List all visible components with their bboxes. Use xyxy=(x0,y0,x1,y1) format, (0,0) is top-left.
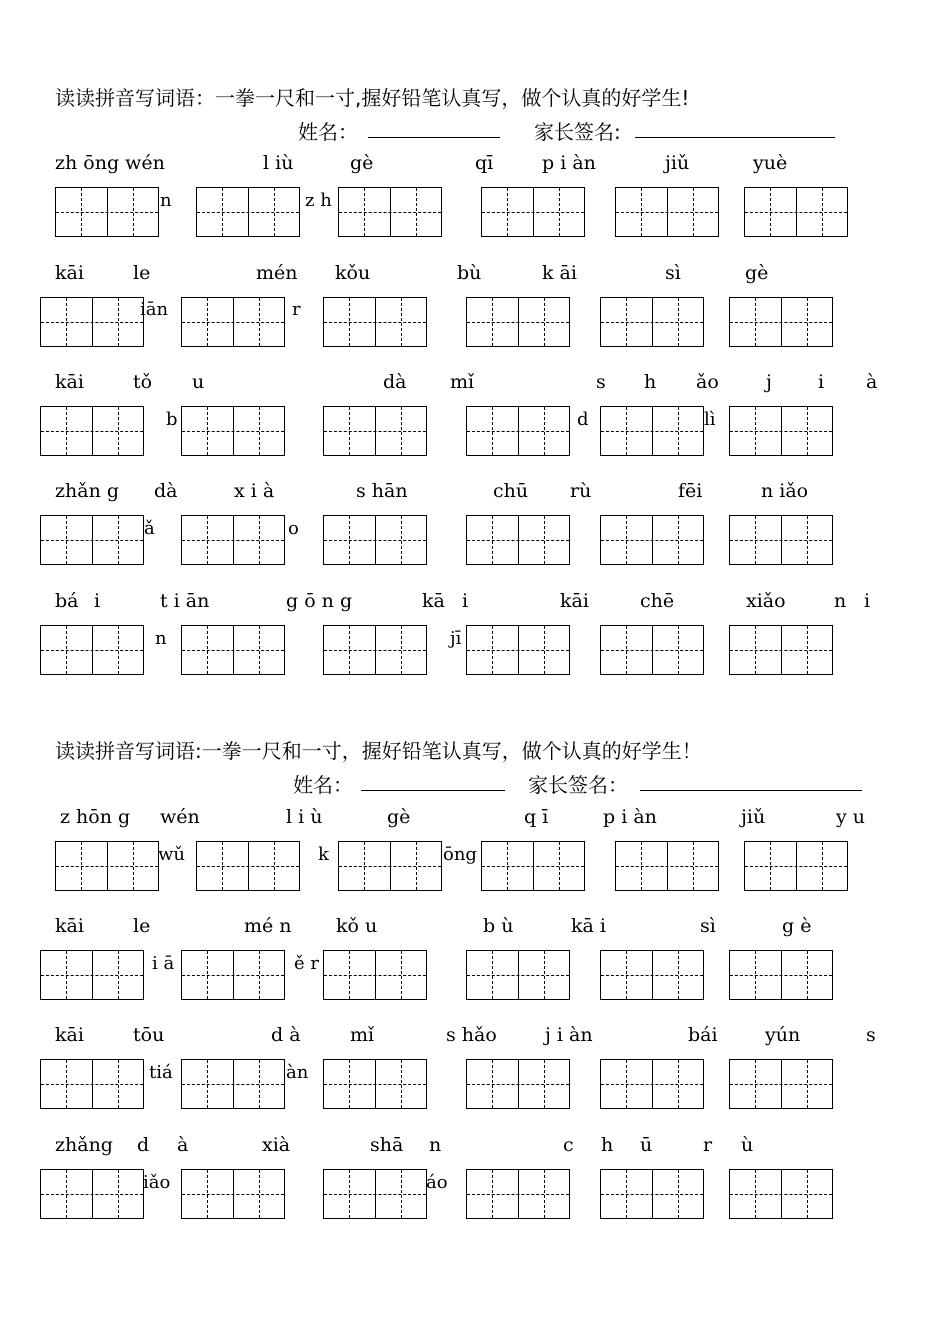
pinyin: u xyxy=(192,371,205,393)
pinyin: sì xyxy=(700,915,716,937)
pinyin: zhǎn g xyxy=(55,480,120,502)
name-label: 姓名： xyxy=(298,120,358,144)
writing-grid[interactable] xyxy=(196,841,300,891)
pinyin: chū xyxy=(493,480,529,502)
pinyin-fragment: iān xyxy=(140,299,169,320)
writing-grid[interactable] xyxy=(323,406,427,456)
pinyin: fēi xyxy=(678,480,703,502)
pinyin-fragment: z h xyxy=(305,190,332,211)
pinyin-fragment: o xyxy=(288,518,299,539)
pinyin: y u xyxy=(836,806,866,828)
writing-grid[interactable] xyxy=(55,187,159,237)
writing-grid[interactable] xyxy=(466,950,570,1000)
pinyin-fragment: ě r xyxy=(294,953,319,974)
writing-grid[interactable] xyxy=(323,515,427,565)
pinyin: j xyxy=(766,371,772,393)
pinyin: bá xyxy=(55,590,79,612)
pinyin: kāi xyxy=(55,262,84,284)
pinyin: g ō n g xyxy=(286,590,353,612)
pinyin: t i ān xyxy=(160,590,210,612)
pinyin: dà xyxy=(154,480,178,502)
writing-grid[interactable] xyxy=(615,841,719,891)
pinyin: kāi xyxy=(55,371,84,393)
writing-grid[interactable] xyxy=(181,406,285,456)
pinyin: c xyxy=(563,1134,574,1156)
pinyin: g è xyxy=(782,915,812,937)
writing-grid[interactable] xyxy=(744,187,848,237)
writing-grid[interactable] xyxy=(600,625,704,675)
pinyin: zh ōng wén xyxy=(55,152,165,174)
name-field[interactable] xyxy=(368,136,500,138)
pinyin: kǒ u xyxy=(336,915,378,937)
pinyin: kāi xyxy=(55,1024,84,1046)
pinyin: chē xyxy=(640,590,675,612)
writing-grid[interactable] xyxy=(40,1059,144,1109)
pinyin-fragment: áo xyxy=(426,1172,448,1193)
pinyin: p i àn xyxy=(603,806,657,828)
pinyin-fragment: n xyxy=(160,190,172,211)
pinyin: tōu xyxy=(133,1024,165,1046)
writing-grid[interactable] xyxy=(615,187,719,237)
pinyin: gè xyxy=(350,152,374,174)
pinyin: yún xyxy=(765,1024,801,1046)
pinyin: x i à xyxy=(234,480,275,502)
pinyin: yuè xyxy=(753,152,788,174)
pinyin-fragment: d xyxy=(577,409,589,430)
pinyin: ǎo xyxy=(696,371,719,393)
pinyin-fragment: wǔ xyxy=(158,844,185,865)
writing-grid[interactable] xyxy=(466,1059,570,1109)
writing-grid[interactable] xyxy=(729,950,833,1000)
pinyin: shā xyxy=(370,1134,404,1156)
worksheet-title: 读读拼音写词语:一拳一尺和一寸，握好铅笔认真写，做个认真的好学生！ xyxy=(55,739,702,763)
pinyin-fragment: jī xyxy=(450,628,462,649)
pinyin: dà xyxy=(383,371,407,393)
pinyin-fragment: iǎo xyxy=(143,1172,171,1193)
pinyin: d xyxy=(137,1134,150,1156)
pinyin: k āi xyxy=(542,262,577,284)
pinyin: i xyxy=(818,371,825,393)
writing-grid[interactable] xyxy=(481,187,585,237)
pinyin: jiǔ xyxy=(741,806,766,828)
pinyin: kāi xyxy=(560,590,589,612)
pinyin: r xyxy=(703,1134,713,1156)
writing-grid[interactable] xyxy=(181,297,285,347)
writing-grid[interactable] xyxy=(40,406,144,456)
writing-grid[interactable] xyxy=(40,625,144,675)
pinyin: wén xyxy=(160,806,200,828)
pinyin-fragment: i ā xyxy=(152,953,175,974)
pinyin: p i àn xyxy=(542,152,596,174)
pinyin-fragment: k xyxy=(318,844,329,865)
writing-grid[interactable] xyxy=(323,1059,427,1109)
pinyin: le xyxy=(133,262,151,284)
pinyin: z hōn g xyxy=(60,806,131,828)
pinyin: l iù xyxy=(263,152,294,174)
pinyin-fragment: n xyxy=(155,628,167,649)
writing-grid[interactable] xyxy=(600,406,704,456)
writing-grid[interactable] xyxy=(323,1169,427,1219)
writing-grid[interactable] xyxy=(466,515,570,565)
pinyin: n xyxy=(429,1134,442,1156)
pinyin: h xyxy=(644,371,657,393)
pinyin: le xyxy=(133,915,151,937)
pinyin: mǐ xyxy=(350,1024,375,1046)
writing-grid[interactable] xyxy=(181,515,285,565)
writing-grid[interactable] xyxy=(600,297,704,347)
pinyin: n xyxy=(834,590,847,612)
writing-grid[interactable] xyxy=(729,515,833,565)
writing-grid[interactable] xyxy=(600,515,704,565)
writing-grid[interactable] xyxy=(466,297,570,347)
writing-grid[interactable] xyxy=(196,187,300,237)
pinyin: i xyxy=(462,590,469,612)
writing-grid[interactable] xyxy=(466,406,570,456)
pinyin: d à xyxy=(271,1024,301,1046)
pinyin: i xyxy=(864,590,871,612)
writing-grid[interactable] xyxy=(600,1059,704,1109)
pinyin: zhǎng xyxy=(55,1134,113,1156)
writing-grid[interactable] xyxy=(181,1059,285,1109)
pinyin: qī xyxy=(475,152,494,174)
pinyin: bái xyxy=(688,1024,718,1046)
pinyin-fragment: r xyxy=(292,299,301,320)
pinyin-fragment: ǎ xyxy=(144,518,155,539)
pinyin: kǒu xyxy=(335,262,371,284)
writing-grid[interactable] xyxy=(323,297,427,347)
pinyin: à xyxy=(177,1134,189,1156)
writing-grid[interactable] xyxy=(40,515,144,565)
writing-grid[interactable] xyxy=(40,1169,144,1219)
writing-grid[interactable] xyxy=(323,625,427,675)
pinyin-fragment: b xyxy=(166,409,178,430)
parent-signature-label: 家长签名： xyxy=(528,773,628,797)
pinyin: kā i xyxy=(571,915,606,937)
parent-signature-label: 家长签名: xyxy=(534,120,621,144)
writing-grid[interactable] xyxy=(729,1169,833,1219)
pinyin: tǒ xyxy=(133,371,153,393)
pinyin-fragment: ōng xyxy=(443,844,477,865)
parent-signature-field[interactable] xyxy=(635,136,835,138)
pinyin: mé n xyxy=(244,915,292,937)
name-field[interactable] xyxy=(361,789,505,791)
pinyin: b ù xyxy=(483,915,514,937)
writing-grid[interactable] xyxy=(55,841,159,891)
name-label: 姓名： xyxy=(293,773,353,797)
writing-grid[interactable] xyxy=(40,950,144,1000)
pinyin: mén xyxy=(256,262,298,284)
pinyin: ù xyxy=(741,1134,754,1156)
pinyin: q ī xyxy=(524,806,549,828)
pinyin: kāi xyxy=(55,915,84,937)
pinyin: rù xyxy=(570,480,592,502)
writing-grid[interactable] xyxy=(181,625,285,675)
writing-grid[interactable] xyxy=(600,1169,704,1219)
writing-grid[interactable] xyxy=(338,841,442,891)
pinyin: gè xyxy=(387,806,411,828)
writing-grid[interactable] xyxy=(181,950,285,1000)
pinyin: à xyxy=(866,371,878,393)
pinyin: s xyxy=(596,371,606,393)
writing-grid[interactable] xyxy=(481,841,585,891)
writing-grid[interactable] xyxy=(729,406,833,456)
pinyin: xià xyxy=(262,1134,291,1156)
writing-grid[interactable] xyxy=(181,1169,285,1219)
pinyin: sì xyxy=(665,262,681,284)
writing-grid[interactable] xyxy=(466,625,570,675)
pinyin-fragment: lì xyxy=(704,409,716,430)
pinyin: s hān xyxy=(356,480,408,502)
pinyin: j i àn xyxy=(545,1024,593,1046)
writing-grid[interactable] xyxy=(40,297,144,347)
writing-grid[interactable] xyxy=(323,950,427,1000)
pinyin: i xyxy=(94,590,101,612)
pinyin: gè xyxy=(745,262,769,284)
writing-grid[interactable] xyxy=(729,625,833,675)
writing-grid[interactable] xyxy=(338,187,442,237)
pinyin: xiǎo xyxy=(746,590,786,612)
pinyin: ū xyxy=(640,1134,653,1156)
pinyin: jiǔ xyxy=(665,152,690,174)
pinyin: kā xyxy=(422,590,445,612)
parent-signature-field[interactable] xyxy=(640,789,862,791)
writing-grid[interactable] xyxy=(466,1169,570,1219)
worksheet-title: 读读拼音写词语：一拳一尺和一寸,握好铅笔认真写，做个认真的好学生! xyxy=(55,86,690,110)
writing-grid[interactable] xyxy=(600,950,704,1000)
pinyin: s xyxy=(866,1024,876,1046)
pinyin: mǐ xyxy=(450,371,475,393)
pinyin: bù xyxy=(457,262,482,284)
pinyin-fragment: tiá xyxy=(149,1062,173,1083)
pinyin: h xyxy=(601,1134,614,1156)
writing-grid[interactable] xyxy=(744,841,848,891)
pinyin: l i ù xyxy=(286,806,323,828)
pinyin-fragment: àn xyxy=(286,1062,309,1083)
pinyin: s hǎo xyxy=(446,1024,497,1046)
writing-grid[interactable] xyxy=(729,1059,833,1109)
pinyin: n iǎo xyxy=(761,480,809,502)
writing-grid[interactable] xyxy=(729,297,833,347)
